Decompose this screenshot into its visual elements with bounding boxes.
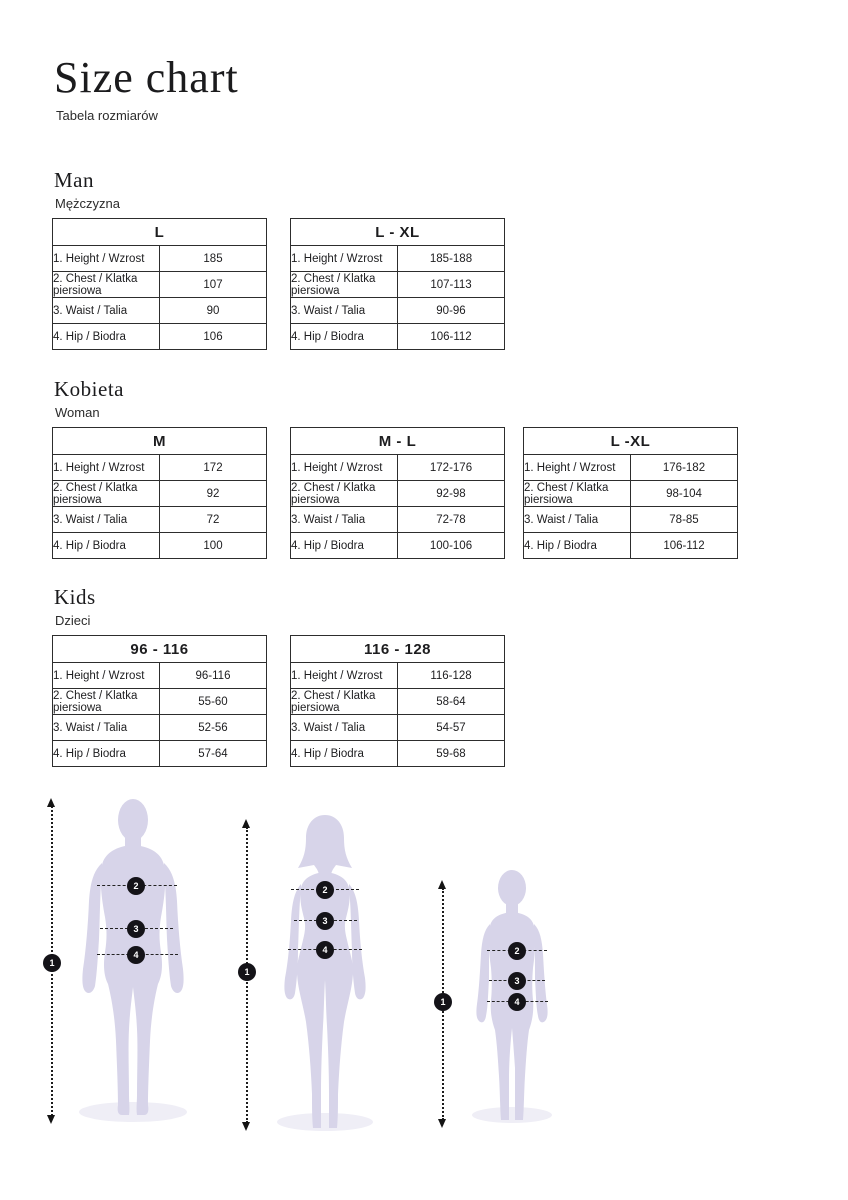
measure-label: 4. Hip / Biodra	[291, 741, 398, 767]
table-row	[53, 272, 267, 298]
child-shadow	[472, 1107, 552, 1123]
child-waist-marker: 3	[508, 972, 526, 990]
measure-value: 92-98	[398, 481, 505, 507]
table-row	[53, 298, 267, 324]
measure-value: 72-78	[398, 507, 505, 533]
measure-value: 172	[160, 455, 267, 481]
size-table-header: M	[53, 428, 267, 455]
table-row	[291, 272, 505, 298]
measure-value: 55-60	[160, 689, 267, 715]
man-waist-marker: 3	[127, 920, 145, 938]
measure-label: 3. Waist / Talia	[53, 298, 160, 324]
measure-value: 54-57	[398, 715, 505, 741]
child-hip-marker: 4	[508, 993, 526, 1011]
man-height-marker: 1	[43, 954, 61, 972]
table-row	[53, 507, 267, 533]
woman-hip-marker: 4	[316, 941, 334, 959]
measure-value: 78-85	[631, 507, 738, 533]
measure-label: 4. Hip / Biodra	[291, 533, 398, 559]
measure-label: 3. Waist / Talia	[524, 507, 631, 533]
measure-value: 100-106	[398, 533, 505, 559]
size-table-woman-l-xl	[523, 427, 738, 559]
measure-label: 3. Waist / Talia	[291, 507, 398, 533]
size-table-header: L	[53, 219, 267, 246]
measure-label: 1. Height / Wzrost	[291, 246, 398, 272]
woman-height-marker: 1	[238, 963, 256, 981]
measure-label: 3. Waist / Talia	[291, 715, 398, 741]
measure-label: 3. Waist / Talia	[53, 715, 160, 741]
measure-label: 4. Hip / Biodra	[53, 741, 160, 767]
measure-value: 90	[160, 298, 267, 324]
measure-value: 90-96	[398, 298, 505, 324]
child-height-marker: 1	[434, 993, 452, 1011]
measure-label: 3. Waist / Talia	[53, 507, 160, 533]
man-shadow	[79, 1102, 187, 1122]
measure-value: 106	[160, 324, 267, 350]
page-subtitle: Tabela rozmiarów	[56, 108, 158, 123]
arrow-down-icon	[47, 1115, 55, 1124]
size-table-header: L - XL	[291, 219, 505, 246]
measure-value: 100	[160, 533, 267, 559]
table-row	[291, 481, 505, 507]
measure-value: 116-128	[398, 663, 505, 689]
measure-label: 1. Height / Wzrost	[291, 663, 398, 689]
measure-value: 59-68	[398, 741, 505, 767]
measure-value: 98-104	[631, 481, 738, 507]
section-heading-kids: Kids	[54, 585, 96, 609]
woman-body-shape	[284, 815, 365, 1128]
woman-silhouette-image	[268, 812, 380, 1132]
size-table-kids-96-116	[52, 635, 267, 767]
measure-label: 1. Height / Wzrost	[53, 455, 160, 481]
measure-label: 2. Chest / Klatka piersiowa	[53, 272, 160, 298]
measure-label: 1. Height / Wzrost	[53, 246, 160, 272]
table-row	[291, 324, 505, 350]
measure-label: 4. Hip / Biodra	[524, 533, 631, 559]
measure-value: 176-182	[631, 455, 738, 481]
measure-value: 72	[160, 507, 267, 533]
arrow-up-icon	[47, 798, 55, 807]
table-row	[291, 455, 505, 481]
table-row	[53, 741, 267, 767]
table-row	[53, 715, 267, 741]
measure-value: 106-112	[398, 324, 505, 350]
table-row	[524, 533, 738, 559]
section-subheading-kids: Dzieci	[55, 613, 91, 628]
measure-value: 58-64	[398, 689, 505, 715]
table-row	[524, 481, 738, 507]
size-table-header: 116 - 128	[291, 636, 505, 663]
table-row	[53, 481, 267, 507]
size-table-man-l-xl	[290, 218, 505, 350]
woman-shadow	[277, 1113, 373, 1131]
measure-label: 4. Hip / Biodra	[291, 324, 398, 350]
table-row	[291, 533, 505, 559]
table-row	[524, 455, 738, 481]
size-table-woman-m	[52, 427, 267, 559]
measure-label: 2. Chest / Klatka piersiowa	[53, 689, 160, 715]
section-heading-woman: Kobieta	[54, 377, 124, 401]
measure-label: 2. Chest / Klatka piersiowa	[291, 481, 398, 507]
measure-label: 1. Height / Wzrost	[291, 455, 398, 481]
measure-label: 4. Hip / Biodra	[53, 324, 160, 350]
measure-label: 2. Chest / Klatka piersiowa	[53, 481, 160, 507]
table-row	[291, 246, 505, 272]
measure-value: 185-188	[398, 246, 505, 272]
table-row	[53, 324, 267, 350]
section-heading-man: Man	[54, 168, 94, 192]
measure-label: 1. Height / Wzrost	[53, 663, 160, 689]
measure-value: 107	[160, 272, 267, 298]
page-title: Size chart	[54, 53, 239, 102]
size-table-header: 96 - 116	[53, 636, 267, 663]
table-row	[53, 246, 267, 272]
table-row	[291, 507, 505, 533]
table-row	[291, 741, 505, 767]
table-row	[53, 533, 267, 559]
arrow-up-icon	[242, 819, 250, 828]
table-row	[53, 663, 267, 689]
size-table-woman-m-l	[290, 427, 505, 559]
measure-label: 4. Hip / Biodra	[53, 533, 160, 559]
size-table-man-l	[52, 218, 267, 350]
man-hip-marker: 4	[127, 946, 145, 964]
table-row	[291, 689, 505, 715]
arrow-down-icon	[438, 1119, 446, 1128]
measure-label: 2. Chest / Klatka piersiowa	[291, 272, 398, 298]
measure-value: 172-176	[398, 455, 505, 481]
table-row	[524, 507, 738, 533]
child-chest-marker: 2	[508, 942, 526, 960]
man-chest-marker: 2	[127, 877, 145, 895]
size-table-header: L -XL	[524, 428, 738, 455]
measure-value: 185	[160, 246, 267, 272]
table-row	[291, 663, 505, 689]
section-subheading-man: Mężczyzna	[55, 196, 121, 211]
measure-value: 57-64	[160, 741, 267, 767]
table-row	[53, 455, 267, 481]
measure-value: 106-112	[631, 533, 738, 559]
section-subheading-woman: Woman	[55, 405, 100, 420]
woman-chest-marker: 2	[316, 881, 334, 899]
measure-label: 1. Height / Wzrost	[524, 455, 631, 481]
measure-label: 2. Chest / Klatka piersiowa	[291, 689, 398, 715]
size-table-kids-116-128	[290, 635, 505, 767]
measure-label: 3. Waist / Talia	[291, 298, 398, 324]
table-row	[53, 689, 267, 715]
table-row	[291, 298, 505, 324]
measure-label: 2. Chest / Klatka piersiowa	[524, 481, 631, 507]
measure-value: 107-113	[398, 272, 505, 298]
measure-value: 52-56	[160, 715, 267, 741]
woman-waist-marker: 3	[316, 912, 334, 930]
arrow-down-icon	[242, 1122, 250, 1131]
measure-value: 92	[160, 481, 267, 507]
arrow-up-icon	[438, 880, 446, 889]
size-table-header: M - L	[291, 428, 505, 455]
measure-value: 96-116	[160, 663, 267, 689]
table-row	[291, 715, 505, 741]
